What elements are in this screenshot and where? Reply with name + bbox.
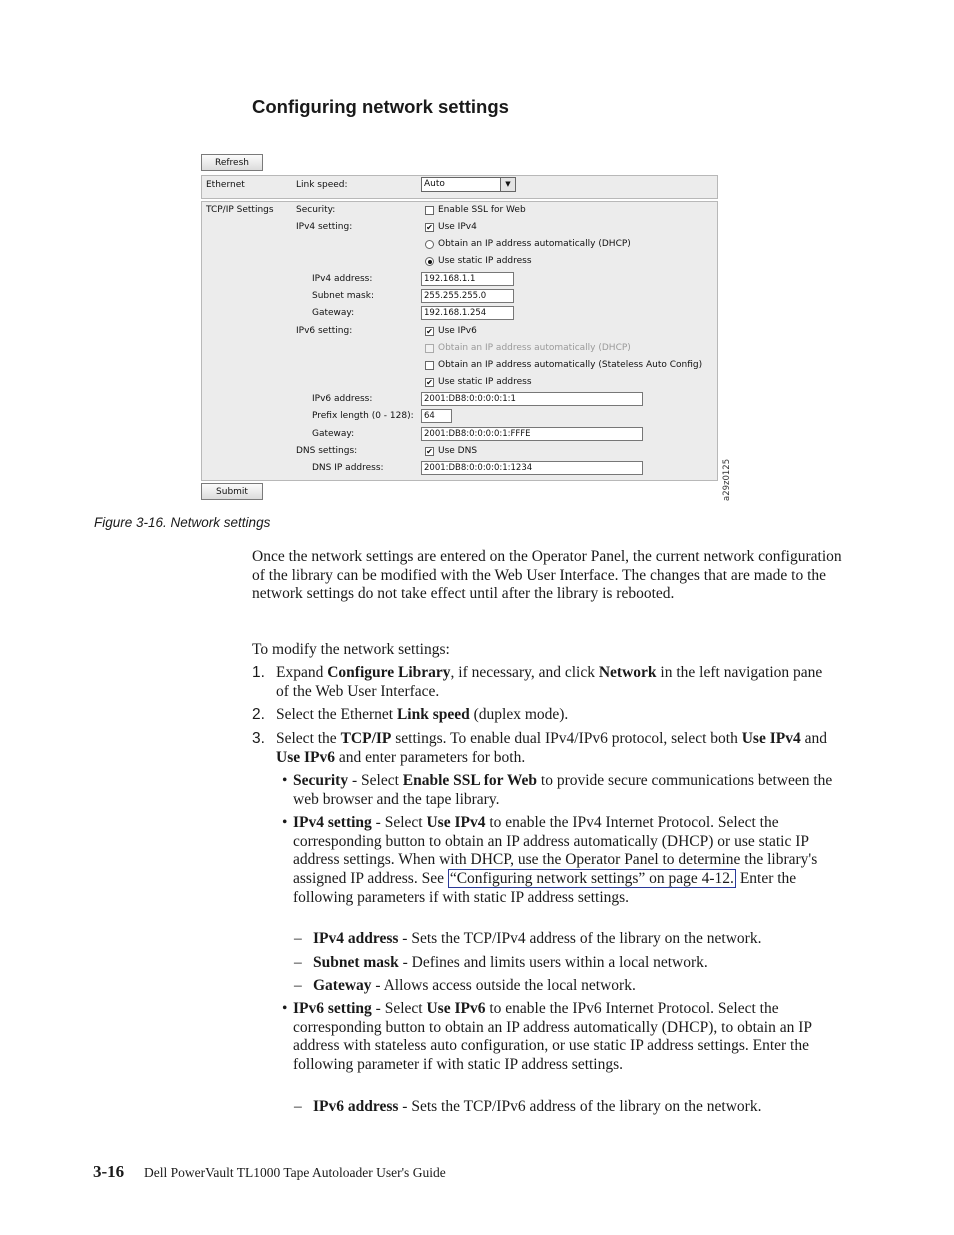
dns-settings-label: DNS settings: xyxy=(296,446,358,456)
step-number: 1. xyxy=(252,664,265,681)
ipv6-address-label: IPv6 address: xyxy=(312,394,373,404)
ipv6-stateless-checkbox[interactable] xyxy=(425,361,434,370)
use-dns-checkbox[interactable]: ✔ xyxy=(426,447,433,456)
bullet-symbol: • xyxy=(282,814,288,831)
bullet-symbol: • xyxy=(282,772,288,789)
page-number: 3-16 xyxy=(93,1162,125,1181)
ethernet-section-label: Ethernet xyxy=(206,180,245,190)
dash-gateway: Gateway - Allows access outside the local network. xyxy=(313,977,636,994)
dash-symbol: – xyxy=(294,930,302,947)
step-2: Select the Ethernet Link speed (duplex mode). xyxy=(276,706,569,723)
prefix-length-label: Prefix length (0 - 128): xyxy=(312,411,414,421)
dash-subnet-mask: Subnet mask - Defines and limits users within a local network. xyxy=(313,954,708,971)
dash-ipv4-address: IPv4 address - Sets the TCP/IPv4 address of the library on the network. xyxy=(313,930,762,947)
ipv4-address-input[interactable]: 192.168.1.1 xyxy=(421,272,514,286)
prefix-length-input[interactable]: 64 xyxy=(421,409,452,423)
figure-id: a29z0125 xyxy=(722,458,732,501)
network-settings-figure xyxy=(200,152,720,502)
gateway-input[interactable]: 192.168.1.254 xyxy=(421,306,514,320)
ipv6-stateless-label: Obtain an IP address automatically (Stateless Auto Config) xyxy=(438,360,703,370)
ipv4-dhcp-label: Obtain an IP address automatically (DHCP) xyxy=(438,239,631,249)
intro-paragraph: Once the network settings are entered on the Operator Panel, the current network configuration of the library can be modified with the Web User Interface. The changes that are made to the network settings do not take effect until after the library is rebooted. xyxy=(252,548,842,603)
dash-ipv6-address: IPv6 address - Sets the TCP/IPv6 address of the library on the network. xyxy=(313,1098,762,1115)
security-label: Security: xyxy=(296,205,336,215)
steps-intro: To modify the network settings: xyxy=(252,641,450,658)
cross-reference-link[interactable]: “Configuring network settings” on page 4-12. xyxy=(449,870,734,888)
step-number: 2. xyxy=(252,706,265,723)
ipv4-dhcp-radio[interactable] xyxy=(425,240,434,249)
use-ipv6-label: Use IPv6 xyxy=(438,326,477,336)
dns-ip-input[interactable]: 2001:DB8:0:0:0:0:1:1234 xyxy=(421,461,643,475)
subnet-mask-label: Subnet mask: xyxy=(312,291,374,301)
subnet-mask-input[interactable]: 255.255.255.0 xyxy=(421,289,514,303)
link-speed-label: Link speed: xyxy=(296,180,348,190)
step-1: Expand Configure Library, if necessary, and click Network in the left navigation pane of the Web User Interface. xyxy=(276,664,823,700)
enable-ssl-checkbox[interactable] xyxy=(425,206,434,215)
ipv6-gateway-input[interactable]: 2001:DB8:0:0:0:0:1:FFFE xyxy=(421,427,643,441)
refresh-button[interactable]: Refresh xyxy=(201,154,263,171)
ipv6-setting-label: IPv6 setting: xyxy=(296,326,353,336)
step-3: Select the TCP/IP settings. To enable dual IPv4/IPv6 protocol, select both Use IPv4 and Use IPv6 and enter parameters for both. xyxy=(276,730,827,766)
link-speed-value: Auto xyxy=(424,179,445,189)
bullet-ipv4: IPv4 setting - Select Use IPv4 to enable the IPv4 Internet Protocol. Select the corresponding button to obtain an IP address automatically (DHCP) or use static IP address settings. When with DHCP, use the Operator Panel to determine the library's assigned IP address. See “Configuring network settings” on page 4-12. Enter the following parameters if with static IP address settings. xyxy=(293,814,818,906)
dns-ip-label: DNS IP address: xyxy=(312,463,384,473)
bullet-symbol: • xyxy=(282,1000,288,1017)
ipv4-setting-label: IPv4 setting: xyxy=(296,222,353,232)
ipv6-address-input[interactable]: 2001:DB8:0:0:0:0:1:1 xyxy=(421,392,643,406)
tcpip-section-label: TCP/IP Settings xyxy=(206,205,274,215)
ipv6-gateway-label: Gateway: xyxy=(312,429,355,439)
dash-symbol: – xyxy=(294,954,302,971)
use-ipv4-label: Use IPv4 xyxy=(438,222,477,232)
ipv4-address-label: IPv4 address: xyxy=(312,274,373,284)
gateway-label: Gateway: xyxy=(312,308,355,318)
use-ipv6-checkbox[interactable]: ✔ xyxy=(426,327,433,336)
bullet-security: Security - Select Enable SSL for Web to provide secure communications between the web browser and the tape library. xyxy=(293,772,833,808)
section-heading: Configuring network settings xyxy=(252,96,509,117)
figure-caption: Figure 3-16. Network settings xyxy=(94,515,271,530)
dash-symbol: – xyxy=(294,977,302,994)
use-ipv4-checkbox[interactable]: ✔ xyxy=(426,223,433,232)
ipv6-dhcp-checkbox[interactable] xyxy=(425,344,434,353)
link-speed-select[interactable] xyxy=(421,177,516,192)
bullet-ipv6: IPv6 setting - Select Use IPv6 to enable the IPv6 Internet Protocol. Select the corresponding button to obtain an IP address automatically (DHCP), to obtain an IP address with stateless auto configuration, or use static IP address settings. Enter the following parameter if with static IP address settings. xyxy=(293,1000,812,1074)
use-dns-label: Use DNS xyxy=(438,446,478,456)
step-number: 3. xyxy=(252,730,265,747)
ipv6-static-checkbox[interactable]: ✔ xyxy=(426,378,433,387)
submit-button[interactable]: Submit xyxy=(201,483,263,500)
ipv6-static-label: Use static IP address xyxy=(438,377,532,387)
ipv4-static-label: Use static IP address xyxy=(438,256,532,266)
enable-ssl-label: Enable SSL for Web xyxy=(438,205,526,215)
footer-title: Dell PowerVault TL1000 Tape Autoloader User's Guide xyxy=(144,1165,446,1180)
ipv4-static-radio[interactable] xyxy=(425,257,434,266)
ipv6-dhcp-label: Obtain an IP address automatically (DHCP) xyxy=(438,343,631,353)
chevron-down-icon[interactable]: ▼ xyxy=(500,178,515,191)
dash-symbol: – xyxy=(294,1098,302,1115)
